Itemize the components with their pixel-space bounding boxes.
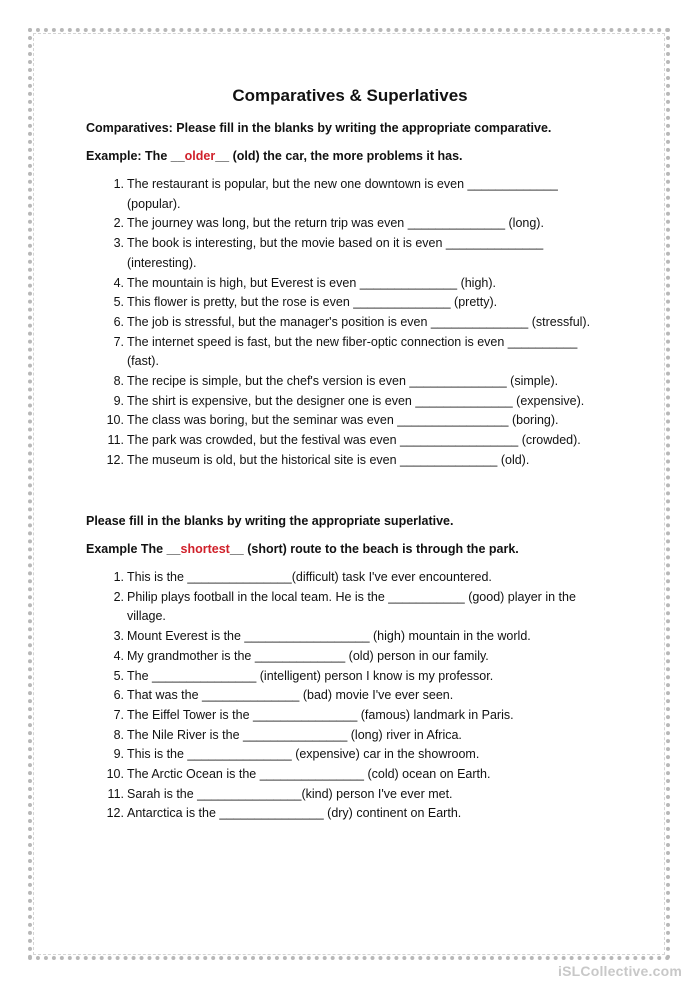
item-text: The book is interesting, but the movie based on it is even ______________ (interesting). bbox=[127, 236, 544, 270]
item-number: 8. bbox=[113, 727, 124, 742]
item-number: 12. bbox=[106, 452, 124, 467]
superlatives-example bbox=[86, 542, 519, 556]
item-number: 6. bbox=[113, 688, 124, 703]
item-text: The park was crowded, but the festival was even _________________ (crowded). bbox=[127, 433, 581, 448]
item-number: 1. bbox=[113, 177, 124, 191]
list-item bbox=[86, 234, 606, 273]
comparatives-instruction: Comparatives: Please fill in the blanks by writing the appropriate comparative. bbox=[86, 121, 552, 135]
list-item bbox=[86, 765, 606, 785]
item-text: The Nile River is the _______________ (long) river in Africa. bbox=[127, 727, 462, 742]
list-item bbox=[86, 451, 606, 471]
item-number: 5. bbox=[113, 295, 124, 310]
item-number: 11. bbox=[107, 786, 124, 801]
item-text: The shirt is expensive, but the designer one is even ______________ (expensive). bbox=[127, 393, 585, 408]
item-text: The class was boring, but the seminar was even ________________ (boring). bbox=[127, 413, 559, 428]
superlatives-instruction: Please fill in the blanks by writing the appropriate superlative. bbox=[86, 514, 454, 528]
item-text: That was the ______________ (bad) movie I've ever seen. bbox=[127, 688, 454, 703]
list-item bbox=[86, 588, 606, 627]
item-text: This is the _______________ (expensive) car in the showroom. bbox=[127, 747, 480, 762]
list-item bbox=[86, 804, 606, 824]
item-number: 1. bbox=[113, 570, 124, 584]
item-text: The Arctic Ocean is the _______________ (cold) ocean on Earth. bbox=[127, 767, 491, 782]
item-text: The _______________ (intelligent) person I know is my professor. bbox=[127, 668, 494, 683]
item-text: The Eiffel Tower is the _______________ (famous) landmark in Paris. bbox=[127, 707, 514, 722]
item-text: The restaurant is popular, but the new one downtown is even _____________ (popular). bbox=[127, 177, 558, 211]
list-item bbox=[86, 411, 606, 431]
item-number: 7. bbox=[113, 707, 124, 722]
superlatives-list bbox=[86, 568, 606, 824]
footer-watermark: iSLCollective.com bbox=[558, 963, 682, 979]
item-number: 4. bbox=[113, 275, 124, 290]
item-number: 10. bbox=[106, 413, 124, 428]
item-number: 5. bbox=[113, 668, 124, 683]
example-suffix: __ (short) route to the beach is through the park. bbox=[229, 542, 519, 556]
list-item bbox=[86, 647, 606, 667]
list-item bbox=[86, 686, 606, 706]
item-text: The mountain is high, but Everest is even ______________ (high). bbox=[127, 275, 496, 290]
example-suffix: __ (old) the car, the more problems it has. bbox=[215, 149, 463, 163]
list-item bbox=[86, 568, 606, 588]
example-answer: older bbox=[184, 149, 216, 163]
list-item bbox=[86, 214, 606, 234]
list-item bbox=[86, 392, 606, 412]
example-prefix: Example The __ bbox=[86, 542, 181, 556]
item-number: 4. bbox=[113, 648, 124, 663]
list-item bbox=[86, 175, 606, 214]
item-text: Sarah is the _______________(kind) person I've ever met. bbox=[127, 786, 453, 801]
item-number: 8. bbox=[113, 374, 124, 389]
comparatives-example bbox=[86, 149, 463, 163]
item-text: The journey was long, but the return trip was even ______________ (long). bbox=[127, 216, 544, 231]
item-number: 12. bbox=[106, 806, 124, 821]
item-text: My grandmother is the _____________ (old) person in our family. bbox=[127, 648, 489, 663]
item-text: The recipe is simple, but the chef's version is even ______________ (simple). bbox=[127, 374, 559, 389]
list-item bbox=[86, 372, 606, 392]
item-text: The museum is old, but the historical site is even ______________ (old). bbox=[127, 452, 530, 467]
list-item bbox=[86, 726, 606, 746]
list-item bbox=[86, 667, 606, 687]
list-item bbox=[86, 333, 606, 372]
item-text: The job is stressful, but the manager's position is even ______________ (stressful). bbox=[127, 314, 591, 329]
worksheet-title: Comparatives & Superlatives bbox=[232, 86, 468, 105]
item-text: Mount Everest is the __________________ (high) mountain in the world. bbox=[127, 629, 531, 644]
item-number: 10. bbox=[106, 767, 124, 782]
item-number: 9. bbox=[113, 393, 124, 408]
item-number: 2. bbox=[113, 589, 124, 604]
item-text: Philip plays football in the local team. He is the ___________ (good) player in the village. bbox=[127, 589, 576, 624]
item-number: 2. bbox=[113, 216, 124, 231]
list-item bbox=[86, 274, 606, 294]
item-number: 11. bbox=[107, 433, 124, 448]
list-item bbox=[86, 431, 606, 451]
list-item bbox=[86, 627, 606, 647]
list-item bbox=[86, 313, 606, 333]
item-number: 7. bbox=[113, 334, 124, 349]
item-number: 3. bbox=[113, 236, 124, 251]
item-text: Antarctica is the _______________ (dry) continent on Earth. bbox=[127, 806, 462, 821]
list-item bbox=[86, 706, 606, 726]
list-item bbox=[86, 785, 606, 805]
item-text: This flower is pretty, but the rose is even ______________ (pretty). bbox=[127, 295, 498, 310]
example-prefix: Example: The __ bbox=[86, 149, 185, 163]
item-text: This is the _______________(difficult) task I've ever encountered. bbox=[127, 570, 492, 584]
list-item bbox=[86, 293, 606, 313]
item-number: 3. bbox=[113, 629, 124, 644]
item-number: 9. bbox=[113, 747, 124, 762]
example-answer: shortest bbox=[180, 542, 230, 556]
list-item bbox=[86, 745, 606, 765]
item-text: The internet speed is fast, but the new fiber-optic connection is even __________ (fast). bbox=[127, 334, 578, 369]
comparatives-list bbox=[86, 175, 606, 471]
item-number: 6. bbox=[113, 314, 124, 329]
